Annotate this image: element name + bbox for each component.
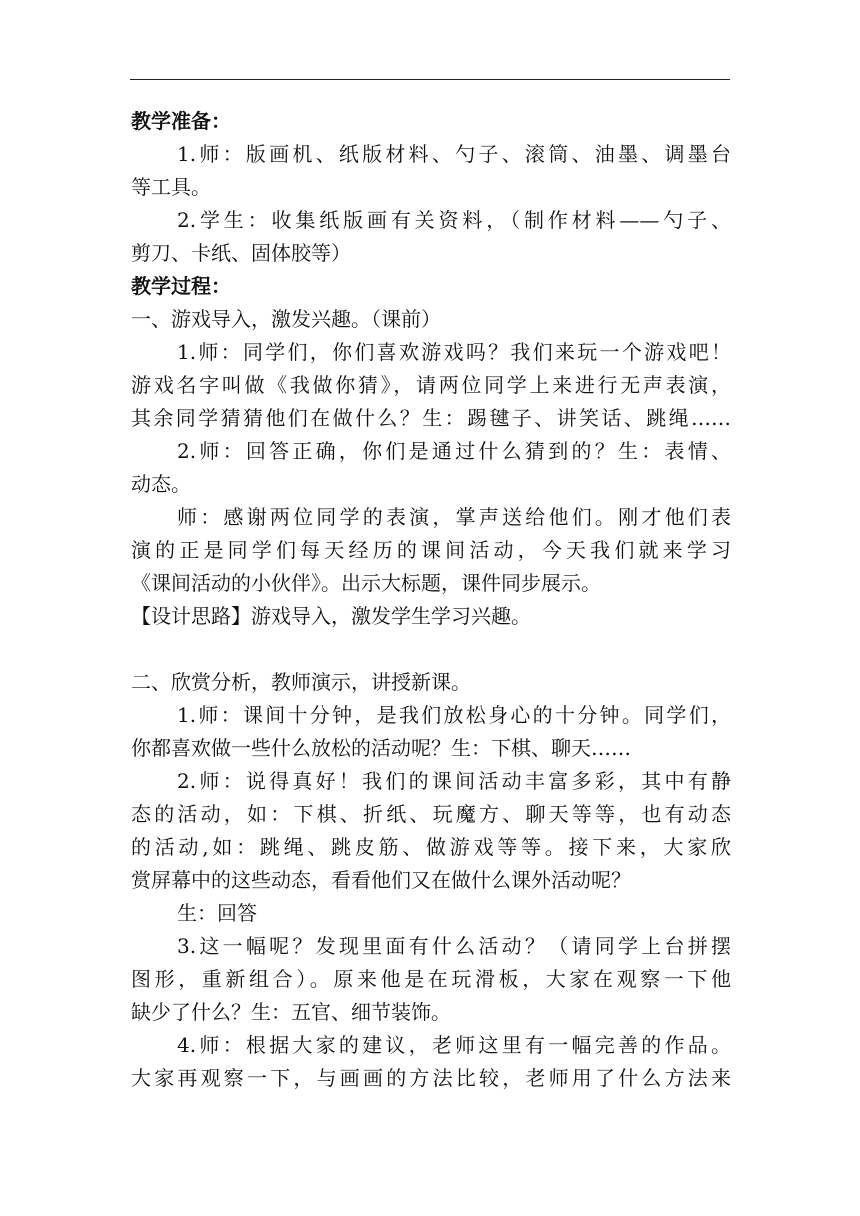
paragraph-line: 的活动,如：跳绳、跳皮筋、做游戏等等。接下来，大家欣 (131, 835, 731, 859)
paragraph-line: 动态。 (131, 472, 191, 496)
paragraph-line: 1.师：同学们，你们喜欢游戏吗？我们来玩一个游戏吧！ (177, 340, 731, 364)
heading-teaching-process: 教学过程： (131, 274, 231, 298)
section-heading: 二、欣赏分析，教师演示，讲授新课。 (131, 670, 471, 694)
paragraph-line: 师：感谢两位同学的表演，掌声送给他们。刚才他们表 (177, 505, 731, 529)
paragraph-line: 图形，重新组合）。原来他是在玩滑板，大家在观察一下他 (131, 967, 731, 991)
paragraph-line: 2.师：回答正确，你们是通过什么猜到的？生：表情、 (177, 439, 731, 463)
paragraph-line: 《课间活动的小伙伴》。出示大标题，课件同步展示。 (131, 571, 601, 595)
paragraph-line: 2.师：说得真好！我们的课间活动丰富多彩，其中有静 (177, 769, 731, 793)
paragraph-line: 演的正是同学们每天经历的课间活动，今天我们就来学习 (131, 538, 731, 562)
heading-teaching-preparation: 教学准备： (131, 109, 231, 133)
paragraph-line: 态的活动，如：下棋、折纸、玩魔方、聊天等等，也有动态 (131, 802, 731, 826)
paragraph-line: 剪刀、卡纸、固体胶等） (131, 241, 351, 265)
paragraph-line: 3.这一幅呢？发现里面有什么活动？（请同学上台拼摆 (177, 934, 731, 958)
paragraph-line: 大家再观察一下，与画画的方法比较，老师用了什么方法来 (131, 1066, 731, 1090)
paragraph-line: 游戏名字叫做《我做你猜》，请两位同学上来进行无声表演， (131, 373, 731, 397)
section-heading: 一、游戏导入，激发兴趣。（课前） (131, 307, 441, 331)
header-rule (130, 79, 730, 80)
paragraph-line: 缺少了什么？生：五官、细节装饰。 (131, 1000, 451, 1024)
paragraph-line: 1.师：版画机、纸版材料、勺子、滚筒、油墨、调墨台 (177, 142, 731, 166)
paragraph-line: 2.学生：收集纸版画有关资料，（制作材料——勺子、 (177, 208, 731, 232)
blank-line (131, 633, 731, 666)
paragraph-line: 4.师：根据大家的建议，老师这里有一幅完善的作品。 (177, 1033, 731, 1057)
paragraph-line: 其余同学猜猜他们在做什么？生：踢毽子、讲笑话、跳绳…… (131, 406, 731, 430)
paragraph-line: 你都喜欢做一些什么放松的活动呢？生：下棋、聊天…… (131, 736, 631, 760)
document-body (131, 105, 731, 1095)
paragraph-line: 1.师：课间十分钟，是我们放松身心的十分钟。同学们， (177, 703, 731, 727)
paragraph-line: 赏屏幕中的这些动态，看看他们又在做什么课外活动呢？ (131, 868, 631, 892)
paragraph-line: 等工具。 (131, 175, 211, 199)
design-idea-note: 【设计思路】游戏导入，激发学生学习兴趣。 (131, 604, 531, 628)
paragraph-line: 生：回答 (177, 901, 257, 925)
